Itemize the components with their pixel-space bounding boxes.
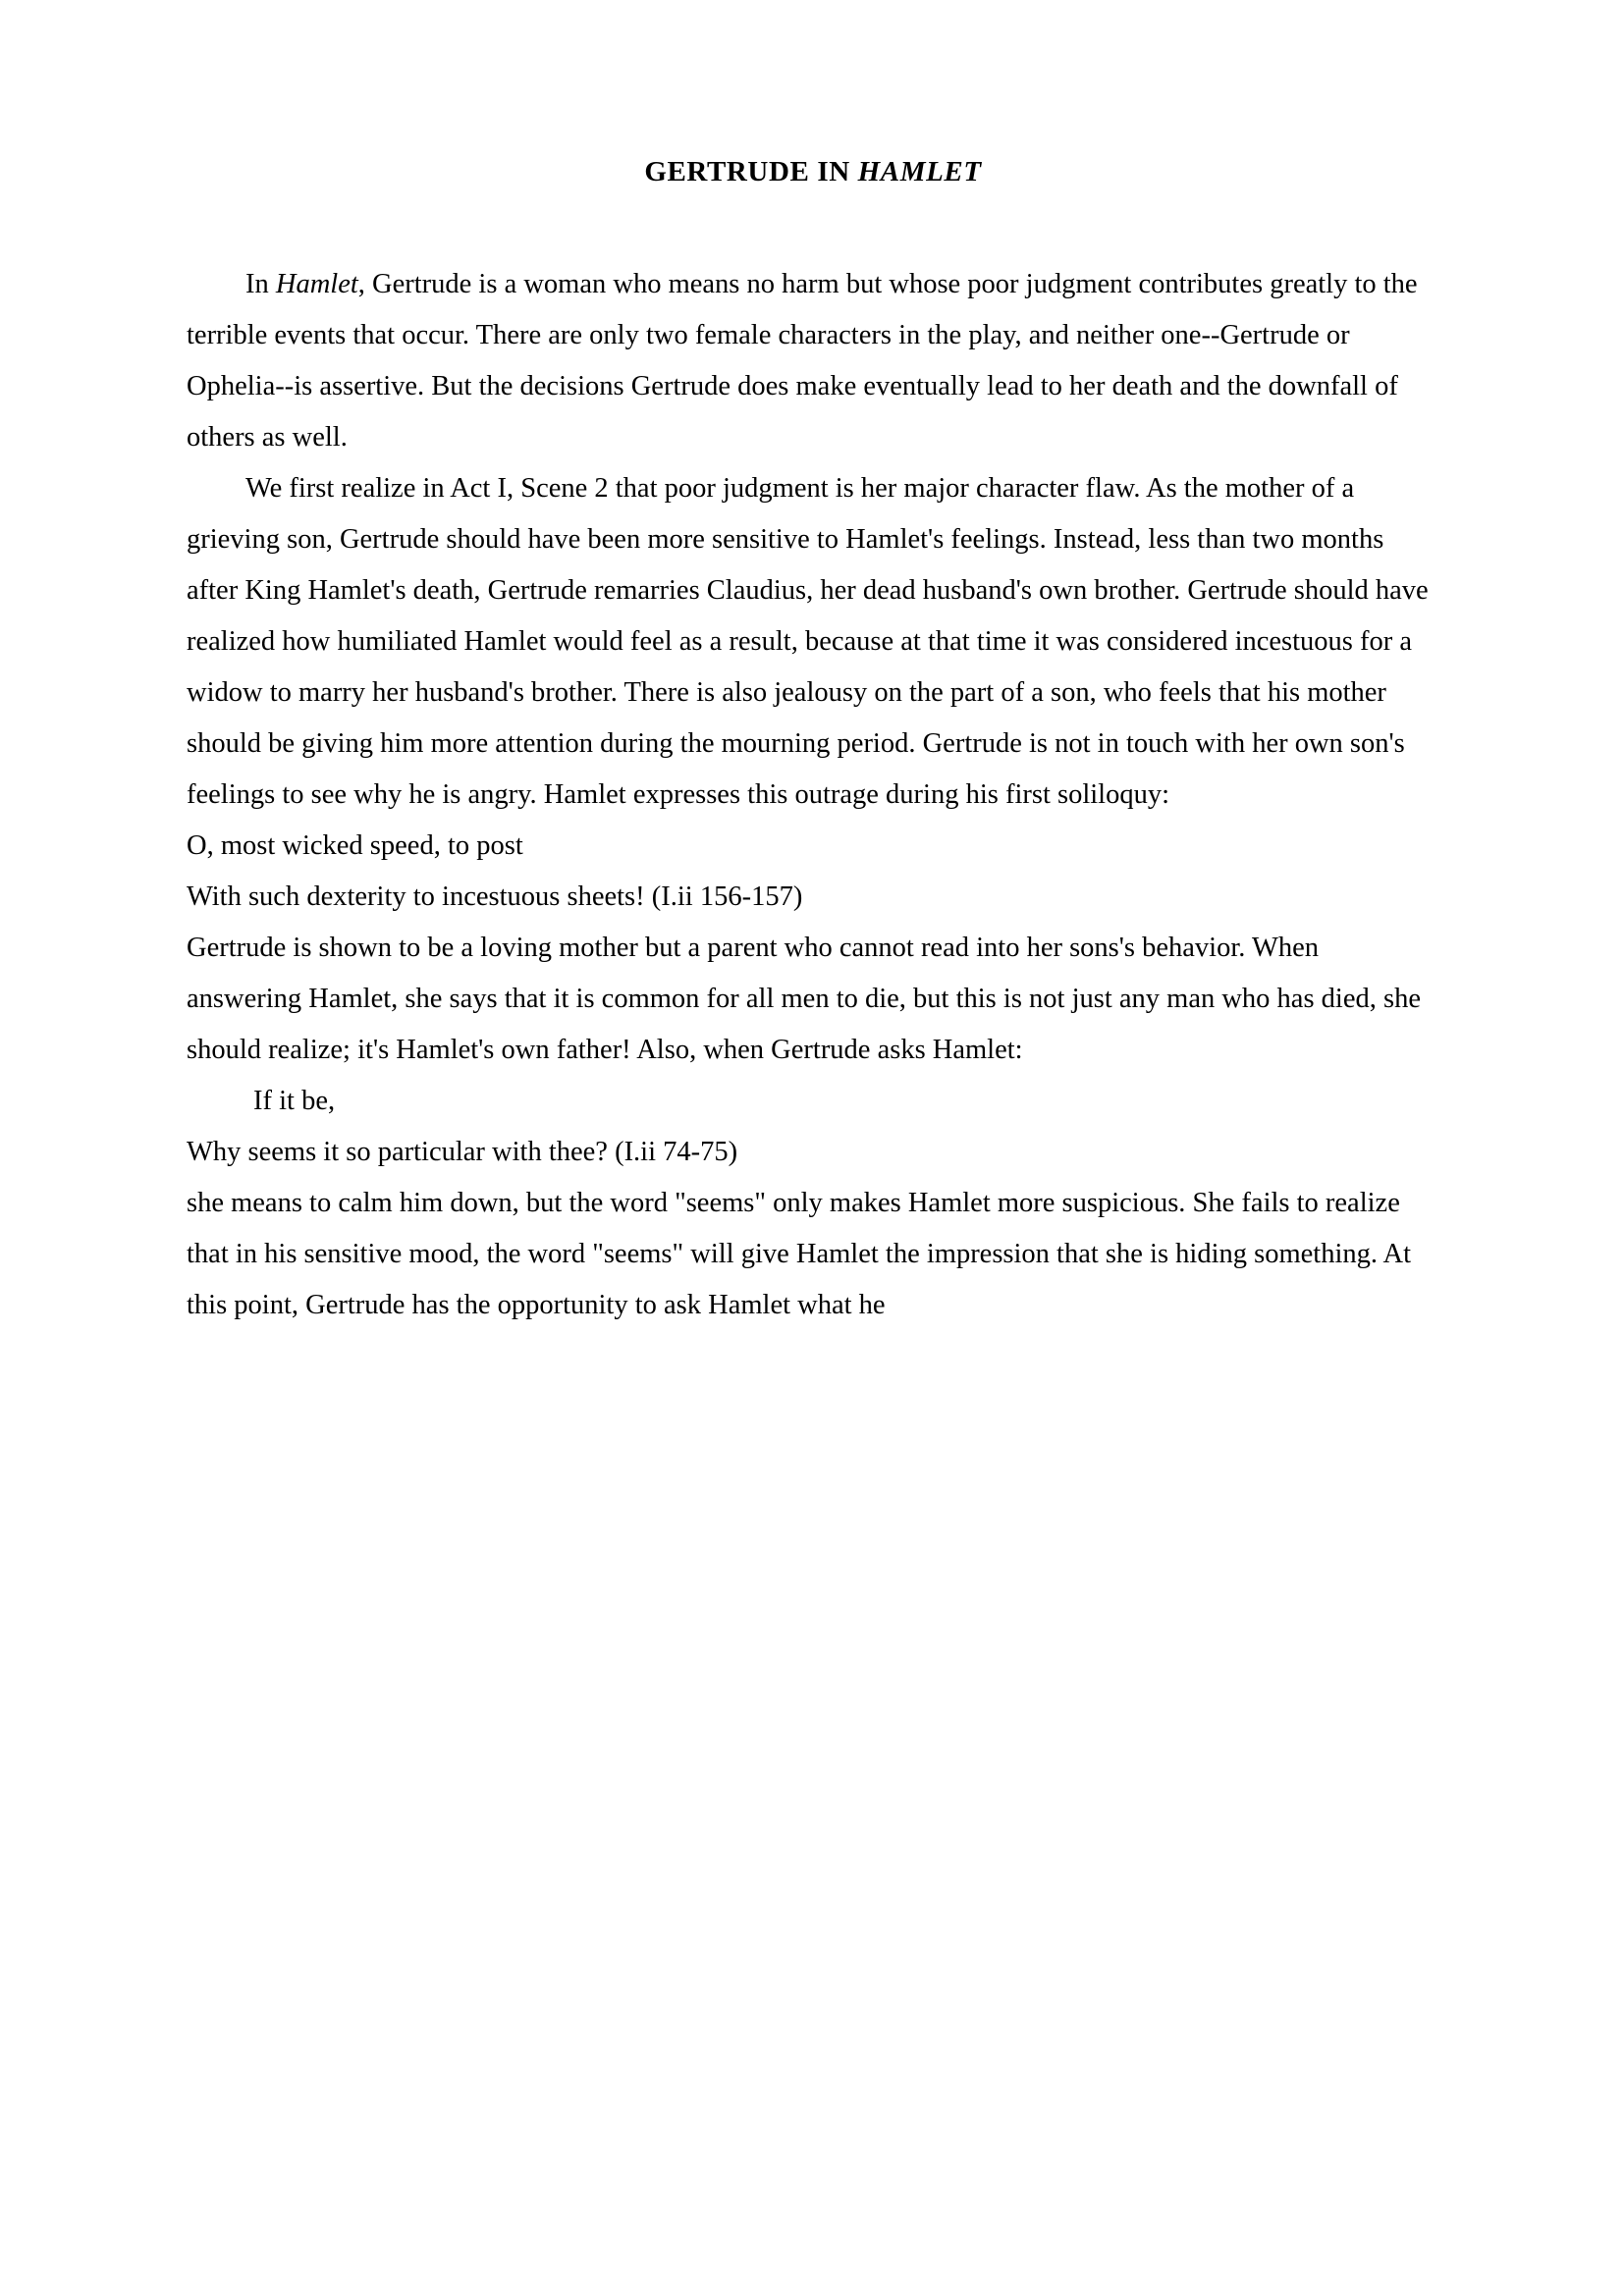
paragraph-2: We first realize in Act I, Scene 2 that poor judgment is her major character flaw. As the mother of a grieving son, Gertrude should have been more sensitive to Hamlet's feelings. Instead, less than two months after King Hamlet's death, Gertrude remarries Claudius, her dead husband's own brother. Gertrude should have realized how humiliated Hamlet would feel as a result, because at that time it was considered incestuous for a widow to marry her husband's brother. There is also jealousy on the part of a son, who feels that his mother should be giving him more attention during the mourning period. Gertrude is not in touch with her own son's feelings to see why he is angry. Hamlet expresses this outrage during his first soliloquy:: [187, 472, 1429, 810]
page-title: [187, 0, 1439, 188]
paragraph-1-text: , Gertrude is a woman who means no harm but whose poor judgment contributes greatly to the terrible events that occur. There are only two female characters in the play, and neither one--Gertrude or Ophelia--is assertive. But the decisions Gertrude does make eventually lead to her death and the downfall of others as well.: [187, 268, 1418, 453]
essay-body: [187, 188, 1439, 1331]
paragraph-4: she means to calm him down, but the word "seems" only makes Hamlet more suspicious. She fails to realize that in his sensitive mood, the word "seems" will give Hamlet the impression that she is hiding something. At this point, Gertrude has the opportunity to ask Hamlet what he: [187, 1187, 1412, 1320]
page-title-work: HAMLET: [857, 156, 982, 187]
quote-line-3: If it be,: [253, 1085, 336, 1116]
quote-line-4: Why seems it so particular with thee? (I.ii 74-75): [187, 1136, 738, 1167]
quote-line-1: O, most wicked speed, to post: [187, 829, 523, 861]
page-title-prefix: GERTRUDE IN: [644, 156, 858, 187]
paragraph-1-lead: In: [245, 268, 276, 299]
document-content: [187, 0, 1439, 1331]
paragraph-3: Gertrude is shown to be a loving mother but a parent who cannot read into her sons's behavior. When answering Hamlet, she says that it is common for all men to die, but this is not just any man who has died, she should realize; it's Hamlet's own father! Also, when Gertrude asks Hamlet:: [187, 932, 1421, 1065]
quote-line-2: With such dexterity to incestuous sheets! (I.ii 156-157): [187, 881, 803, 912]
paragraph-1: [187, 259, 1439, 463]
paragraph-1-title-mention: Hamlet: [275, 268, 358, 299]
